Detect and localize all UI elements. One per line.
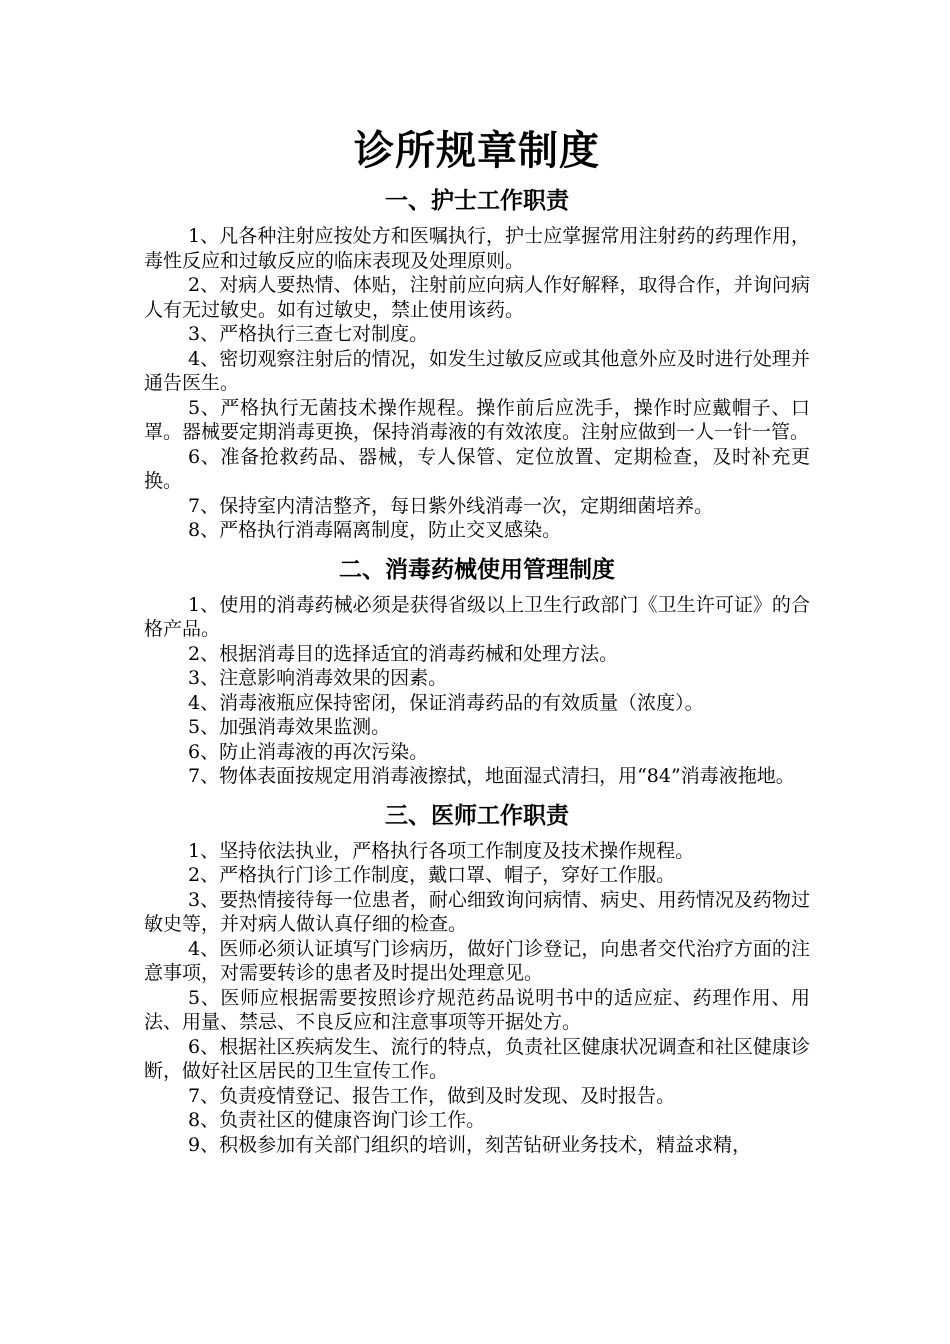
list-item: 3、要热情接待每一位患者，耐心细致询问病情、病史、用药情况及药物过敏史等，并对病人做认真仔细的检查。 xyxy=(144,888,810,935)
list-item: 3、注意影响消毒效果的因素。 xyxy=(188,667,448,689)
list-item: 8、负责社区的健康咨询门诊工作。 xyxy=(188,1109,486,1131)
list-item: 6、准备抢救药品、器械，专人保管、定位放置、定期检查，及时补充更换。 xyxy=(144,445,810,492)
section-physician-duties xyxy=(144,799,810,1158)
list-item: 2、严格执行门诊工作制度，戴口罩、帽子，穿好工作服。 xyxy=(188,864,676,886)
list-item: 9、积极参加有关部门组织的培训，刻苦钻研业务技术，精益求精， xyxy=(188,1133,752,1156)
list-item: 7、负责疫情登记、报告工作，做到及时发现、及时报告。 xyxy=(188,1084,676,1107)
list-item: 4、医师必须认证填写门诊病历，做好门诊登记，向患者交代治疗方面的注意事项，对需要转诊的患者及时提出处理意见。 xyxy=(144,937,810,984)
list-item: 5、加强消毒效果监测。 xyxy=(188,716,391,738)
list-item: 1、使用的消毒药械必须是获得省级以上卫生行政部门《卫生许可证》的合格产品。 xyxy=(144,593,810,640)
document-title: 诊所规章制度 xyxy=(354,128,600,174)
list-item: 1、凡各种注射应按处方和医嘱执行，护士应掌握常用注射药的药理作用，毒性反应和过敏反应的临床表现及处理原则。 xyxy=(144,225,810,272)
list-item: 4、密切观察注射后的情况，如发生过敏反应或其他意外应及时进行处理并通告医生。 xyxy=(144,347,810,394)
list-item: 7、物体表面按规定用消毒液擦拭，地面湿式清扫，用“84”消毒液拖地。 xyxy=(188,765,795,787)
section-heading: 二、消毒药械使用管理制度 xyxy=(339,556,615,583)
list-item: 2、对病人要热情、体贴，注射前应向病人作好解释，取得合作，并询问病人有无过敏史。如有过敏史，禁止使用该药。 xyxy=(144,274,810,321)
list-item: 5、医师应根据需要按照诊疗规范药品说明书中的适应症、药理作用、用法、用量、禁忌、不良反应和注意事项等开据处方。 xyxy=(144,986,810,1033)
list-item: 6、防止消毒液的再次污染。 xyxy=(188,740,429,763)
list-item: 6、根据社区疾病发生、流行的特点，负责社区健康状况调查和社区健康诊断，做好社区居民的卫生宣传工作。 xyxy=(144,1035,810,1082)
section-heading: 一、护士工作职责 xyxy=(385,188,569,214)
list-item: 8、严格执行消毒隔离制度，防止交叉感染。 xyxy=(188,519,562,541)
list-item: 2、根据消毒目的选择适宜的消毒药械和处理方法。 xyxy=(188,642,619,665)
section-heading: 三、医师工作职责 xyxy=(385,802,569,829)
list-item: 3、严格执行三查七对制度。 xyxy=(188,323,429,345)
section-disinfection-management xyxy=(144,553,810,789)
document-page xyxy=(144,118,810,1157)
list-item: 4、消毒液瓶应保持密闭，保证消毒药品的有效质量（浓度）。 xyxy=(188,691,704,714)
list-item: 7、保持室内清洁整齐，每日紫外线消毒一次，定期细菌培养。 xyxy=(188,494,714,517)
list-item: 1、坚持依法执业，严格执行各项工作制度及技术操作规程。 xyxy=(188,839,695,862)
section-nurse-duties xyxy=(144,184,810,543)
list-item: 5、严格执行无菌技术操作规程。操作前后应洗手，操作时应戴帽子、口罩。器械要定期消毒更换，保持消毒液的有效浓度。注射应做到一人一针一管。 xyxy=(144,396,810,443)
